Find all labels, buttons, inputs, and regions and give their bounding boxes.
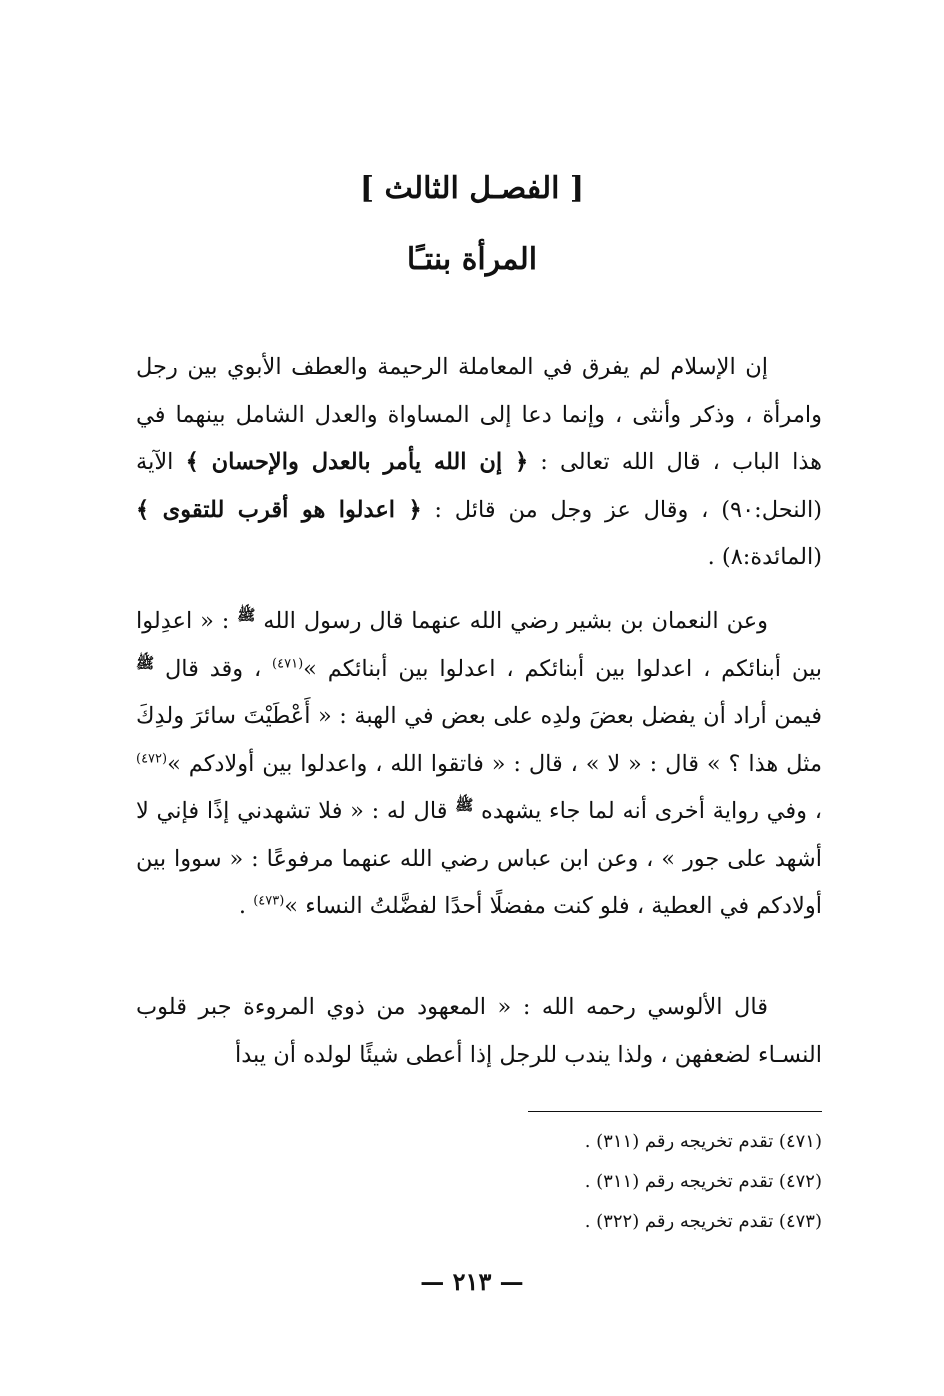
quran-verse-1: ﴿ إن الله يأمر بالعدل والإحسان ﴾ <box>185 449 529 475</box>
footnote-ref-471: (٤٧١) <box>272 656 304 671</box>
salutation-glyph: ﷺ <box>237 606 256 624</box>
paragraph-2 <box>136 598 822 931</box>
footnote-473: (٤٧٣) تقدم تخريجه رقم (٣٢٢) . <box>584 1211 822 1232</box>
paragraph-1-text-a: إن الإسلام لم يفرق في المعاملة الرحيمة والعطف الأبوي بين رجل وامرأة ، وذكر وأنثى ، وإنما دعا إلى المساواة والعدل الشامل بينهما في هذا الباب ، قال الله تعالى : <box>136 354 822 475</box>
paragraph-2-text-f: قال له : « فلا تشهدني إذًا فإني لا أشهد على جور » ، وعن ابن عباس رضي الله عنهما مرفوعًا : « سووا بين أولادكم في العطية ، فلو كنت مفضلًا أحدًا لفضَّلتُ النساء » <box>136 798 822 919</box>
footnote-divider <box>528 1111 822 1112</box>
chapter-subtitle: المرأة بنتـًا <box>406 242 538 277</box>
paragraph-3-text: قال الألوسي رحمه الله : « المعهود من ذوي المروءة جبر قلوب النسـاء لضعفهن ، ولذا يندب للرجل إذا أعطى شيئًا لولده أن يبدأ <box>136 994 822 1068</box>
paragraph-2-text-a: وعن النعمان بن بشير رضي الله عنهما قال رسول الله <box>255 608 768 634</box>
salutation-glyph: ﷺ <box>455 796 474 814</box>
paragraph-1-text-c: (المائدة:٨) . <box>707 544 822 570</box>
footnotes <box>422 1122 822 1242</box>
paragraph-2-text-e: ، وفي رواية أخرى أنه لما جاء يشهده <box>473 798 822 824</box>
paragraph-2-text-c: ، وقد قال <box>154 655 273 682</box>
paragraph-3 <box>136 984 822 1079</box>
page-number: — ٢١٣ — <box>420 1267 524 1296</box>
footnote-472: (٤٧٢) تقدم تخريجه رقم (٣١١) . <box>584 1171 822 1192</box>
chapter-title: [ الفصـل الثالث ] <box>359 171 585 206</box>
footnote-ref-472: (٤٧٢) <box>136 751 168 766</box>
footnote-471: (٤٧١) تقدم تخريجه رقم (٣١١) . <box>584 1131 822 1152</box>
footnote-ref-473: (٤٧٣) <box>253 893 285 909</box>
paragraph-2-text-b: : « اعدِلوا بين أبنائكم ، اعدلوا بين أبنائكم ، اعدلوا بين أبنائكم » <box>136 608 822 682</box>
paragraph-1-text-b: الآية (النحل:٩٠) ، وقال عز وجل من قائل : <box>136 449 822 523</box>
paragraph-2-text-g: . <box>238 893 254 919</box>
paragraph-1 <box>136 344 822 582</box>
quran-verse-2: ﴿ اعدلوا هو أقرب للتقوى ﴾ <box>136 496 422 523</box>
paragraph-2-text-d: فيمن أراد أن يفضل بعضَ ولدِه على بعض في الهبة : « أَعْطَيْتَ سائرَ ولدِكَ مثل هذا ؟ » قال : « لا » ، قال : « فاتقوا الله ، واعدلوا بين أولادكم » <box>136 703 822 777</box>
salutation-glyph: ﷺ <box>136 653 155 672</box>
